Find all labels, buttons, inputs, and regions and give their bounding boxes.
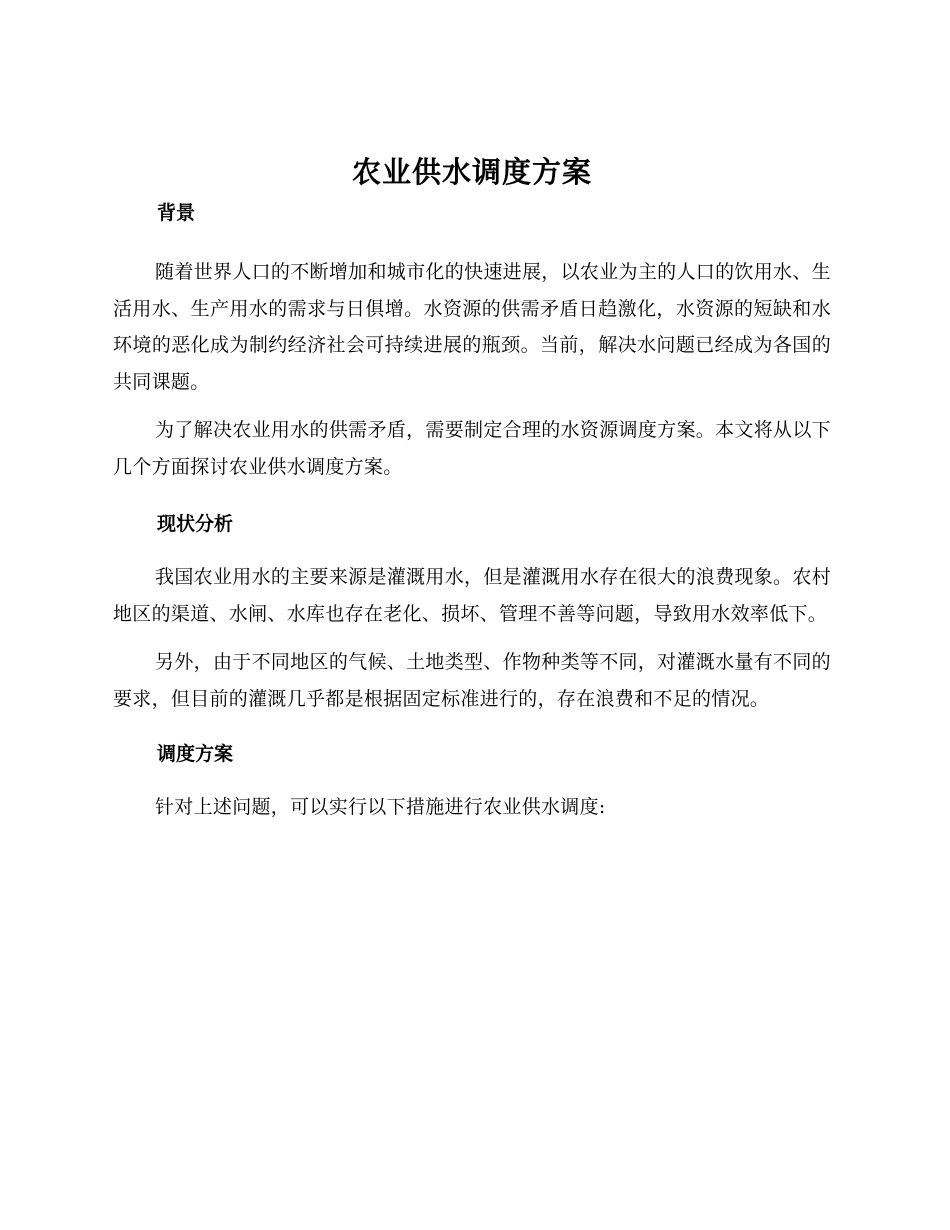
paragraph-status-analysis-2: 另外，由于不同地区的气候、土地类型、作物种类等不同，对灌溉水量有不同的要求，但目前的灌溉几乎都是根据固定标准进行的，存在浪费和不足的情况。 (113, 651, 831, 710)
paragraph-background-1: 随着世界人口的不断增加和城市化的快速进展，以农业为主的人口的饮用水、生活用水、生产用水的需求与日俱增。水资源的供需矛盾日趋激化，水资源的短缺和水环境的恶化成为制约经济社会可持续进展的瓶颈。当前，解决水问题已经成为各国的共同课题。 (113, 261, 831, 393)
section-heading-background: 背景 (157, 202, 196, 224)
document-body (113, 150, 831, 826)
paragraph-background-2: 为了解决农业用水的供需矛盾，需要制定合理的水资源调度方案。本文将从以下几个方面探讨农业供水调度方案。 (113, 419, 831, 478)
paragraph-dispatch-plan-1: 针对上述问题，可以实行以下措施进行农业供水调度: (155, 796, 606, 818)
document-title: 农业供水调度方案 (351, 155, 592, 189)
section-heading-dispatch-plan: 调度方案 (157, 743, 234, 765)
paragraph-status-analysis-1: 我国农业用水的主要来源是灌溉用水，但是灌溉用水存在很大的浪费现象。农村地区的渠道、水闸、水库也存在老化、损坏、管理不善等问题，导致用水效率低下。 (113, 566, 831, 625)
section-heading-status-analysis: 现状分析 (157, 513, 234, 535)
